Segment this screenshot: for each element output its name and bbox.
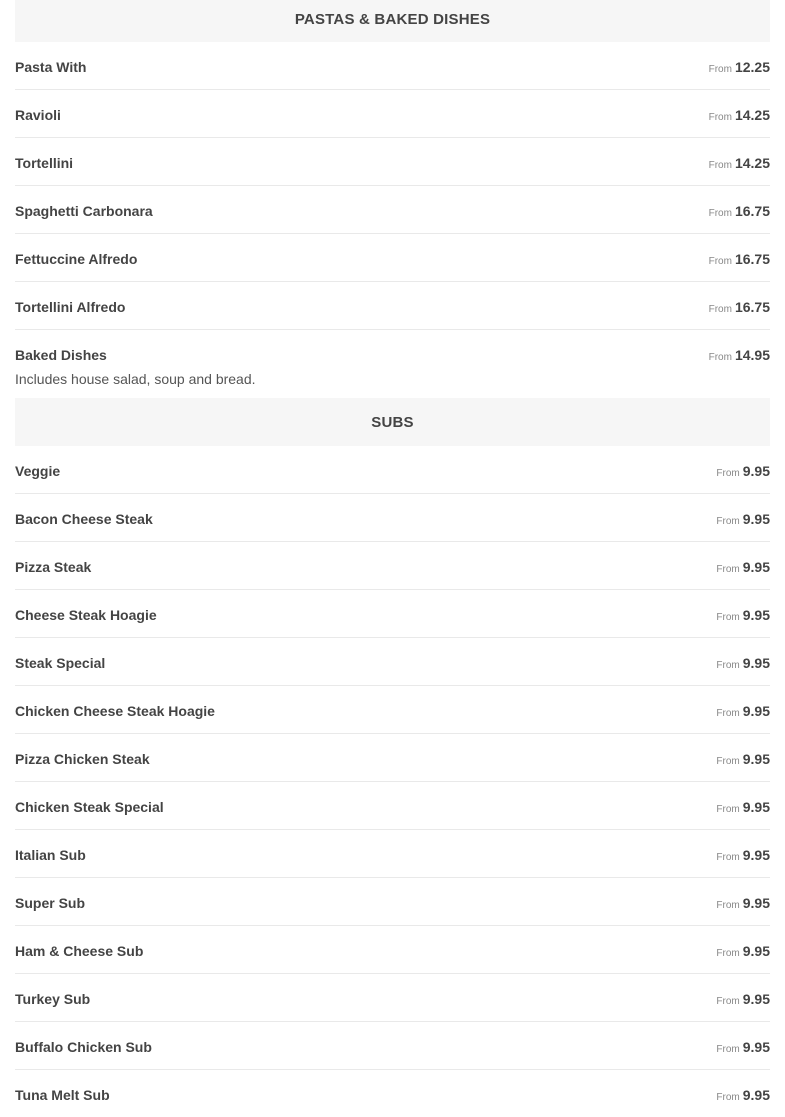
from-label: From [716,1044,740,1055]
item-name: Tuna Melt Sub [15,1087,110,1103]
item-price [709,155,770,174]
item-name: Cheese Steak Hoagie [15,607,157,623]
price-amount: 9.95 [742,895,770,911]
section-header-pastas [15,0,770,42]
item-price [716,1087,770,1106]
price-amount: 12.25 [734,59,770,75]
from-label: From [708,208,732,219]
price-amount: 9.95 [742,991,770,1007]
item-name: Chicken Steak Special [15,799,164,815]
price-amount: 9.95 [742,559,770,575]
item-price [716,511,770,530]
menu-item[interactable] [15,186,770,234]
menu-item[interactable] [15,1070,770,1117]
from-label: From [716,804,740,815]
item-price [716,847,770,866]
from-label: From [716,516,740,527]
from-label: From [716,852,740,863]
item-name: Baked Dishes [15,347,107,363]
item-name: Turkey Sub [15,991,91,1007]
menu-item[interactable] [15,90,770,138]
menu-item[interactable] [15,734,770,782]
from-label: From [716,756,740,767]
item-price [709,203,770,222]
item-price [716,943,770,962]
from-label: From [708,304,732,315]
price-amount: 9.95 [742,703,770,719]
menu-item[interactable] [15,446,770,494]
item-name: Ravioli [15,107,61,123]
from-label: From [708,352,732,363]
price-amount: 9.95 [742,847,770,863]
menu-item[interactable] [15,282,770,330]
from-label: From [716,900,740,911]
item-price [716,607,770,626]
item-price [716,991,770,1010]
price-amount: 9.95 [742,943,770,959]
section-header-subs [15,398,770,446]
item-price [716,655,770,674]
item-name: Ham & Cheese Sub [15,943,144,959]
from-label: From [708,112,732,123]
price-amount: 9.95 [742,799,770,815]
menu-item[interactable] [15,1022,770,1070]
from-label: From [716,996,740,1007]
item-price [709,107,770,126]
price-amount: 9.95 [742,751,770,767]
menu-item[interactable] [15,782,770,830]
menu-item[interactable] [15,590,770,638]
item-price [709,251,770,270]
item-name: Fettuccine Alfredo [15,251,138,267]
menu-item[interactable] [15,542,770,590]
price-amount: 16.75 [734,299,770,315]
item-name: Tortellini [15,155,74,171]
menu-item[interactable] [15,638,770,686]
item-name: Pasta With [15,59,87,75]
from-label: From [716,468,740,479]
from-label: From [708,160,732,171]
section-title: SUBS [371,413,414,431]
item-name: Buffalo Chicken Sub [15,1039,152,1055]
price-amount: 9.95 [742,463,770,479]
item-name: Spaghetti Carbonara [15,203,153,219]
menu-item[interactable] [15,234,770,282]
item-price [716,703,770,722]
item-description: Includes house salad, soup and bread. [15,371,256,387]
item-name: Steak Special [15,655,106,671]
item-price [716,559,770,578]
price-amount: 16.75 [734,203,770,219]
menu-item[interactable] [15,330,770,396]
from-label: From [708,64,732,75]
item-name: Bacon Cheese Steak [15,511,153,527]
price-amount: 9.95 [742,1039,770,1055]
from-label: From [716,564,740,575]
from-label: From [716,708,740,719]
menu-item[interactable] [15,878,770,926]
item-name: Pizza Chicken Steak [15,751,150,767]
price-amount: 9.95 [742,607,770,623]
item-name: Pizza Steak [15,559,92,575]
menu-item[interactable] [15,974,770,1022]
item-price [716,751,770,770]
item-name: Tortellini Alfredo [15,299,126,315]
price-amount: 16.75 [734,251,770,267]
menu-item[interactable] [15,42,770,90]
price-amount: 9.95 [742,1087,770,1103]
menu [15,0,770,1117]
menu-item[interactable] [15,138,770,186]
price-amount: 9.95 [742,655,770,671]
item-name: Italian Sub [15,847,86,863]
item-name: Chicken Cheese Steak Hoagie [15,703,215,719]
price-amount: 9.95 [742,511,770,527]
from-label: From [716,1092,740,1103]
from-label: From [716,612,740,623]
item-price [709,347,770,366]
item-name: Super Sub [15,895,86,911]
menu-item[interactable] [15,686,770,734]
price-amount: 14.95 [734,347,770,363]
section-title: PASTAS & BAKED DISHES [294,11,491,28]
item-price [709,299,770,318]
from-label: From [708,256,732,267]
price-amount: 14.25 [734,155,770,171]
from-label: From [716,948,740,959]
item-price [716,895,770,914]
item-price [709,59,770,78]
menu-item[interactable] [15,494,770,542]
menu-item[interactable] [15,926,770,974]
item-price [716,463,770,482]
price-amount: 14.25 [734,107,770,123]
menu-item[interactable] [15,830,770,878]
item-price [716,799,770,818]
item-name: Veggie [15,463,61,479]
item-price [716,1039,770,1058]
from-label: From [716,660,740,671]
